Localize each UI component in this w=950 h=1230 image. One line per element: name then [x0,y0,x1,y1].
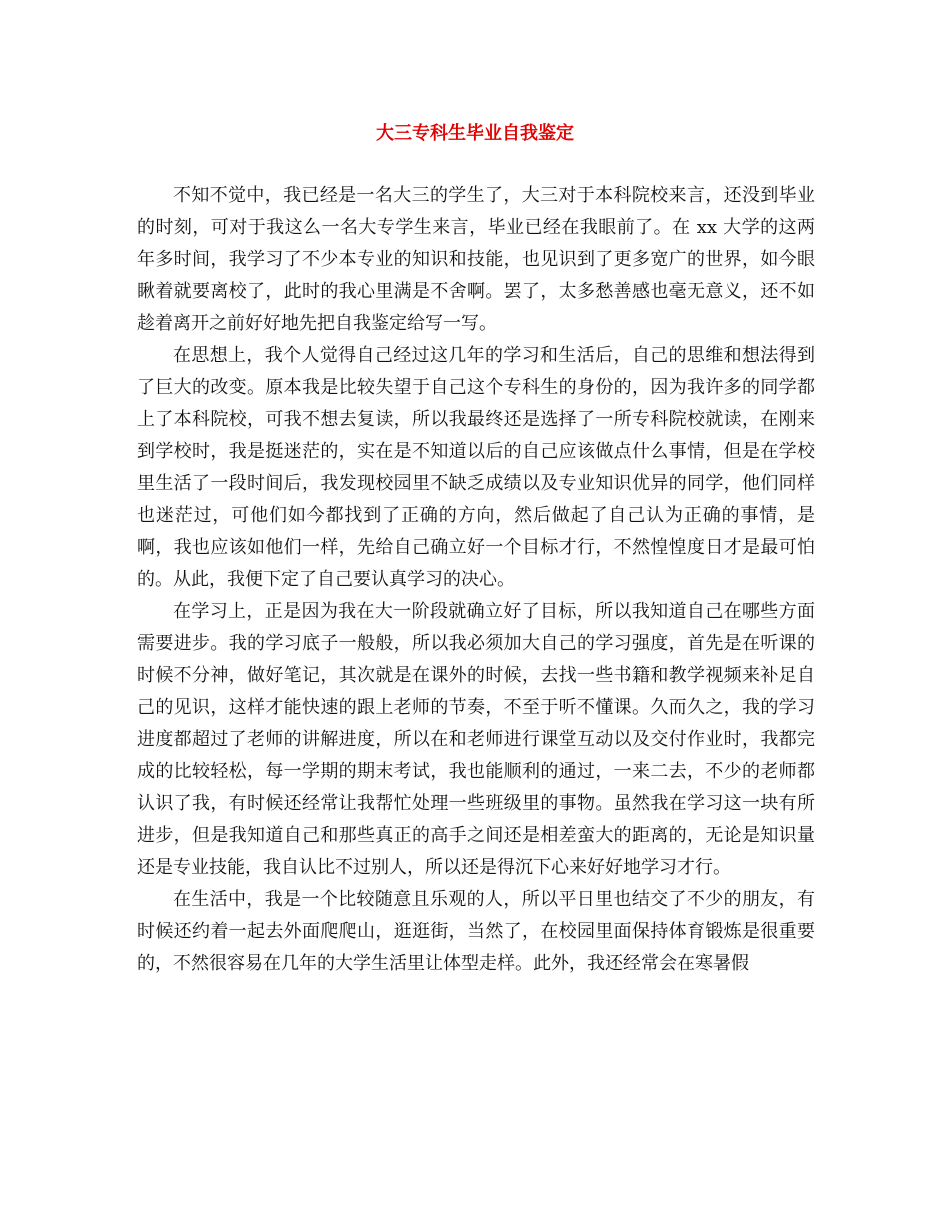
paragraph-thought: 在思想上，我个人觉得自己经过这几年的学习和生活后，自己的思维和想法得到了巨大的改变。原本我是比较失望于自己这个专科生的身份的，因为我许多的同学都上了本科院校，可我不想去复读，所以我最终还是选择了一所专科院校就读，在刚来到学校时，我是挺迷茫的，实在是不知道以后的自己应该做点什么事情，但是在学校里生活了一段时间后，我发现校园里不缺乏成绩以及专业知识优异的同学，他们同样也迷茫过，可他们如今都找到了正确的方向，然后做起了自己认为正确的事情，是啊，我也应该如他们一样，先给自己确立好一个目标才行，不然惶惶度日才是最可怕的。从此，我便下定了自己要认真学习的决心。 [137,345,815,590]
paragraph-study: 在学习上，正是因为我在大一阶段就确立好了目标，所以我知道自己在哪些方面需要进步。我的学习底子一般般，所以我必须加大自己的学习强度，首先是在听课的时候不分神，做好笔记，其次就是在课外的时候，去找一些书籍和教学视频来补足自己的见识，这样才能快速的跟上老师的节奏，不至于听不懂课。久而久之，我的学习进度都超过了老师的讲解进度，所以在和老师进行课堂互动以及交付作业时，我都完成的比较轻松，每一学期的期末考试，我也能顺利的通过，一来二去，不少的老师都认识了我，有时候还经常让我帮忙处理一些班级里的事物。虽然我在学习这一块有所进步，但是我知道自己和那些真正的高手之间还是相差蛮大的距离的，无论是知识量还是专业技能，我自认比不过别人，所以还是得沉下心来好好地学习才行。 [137,601,815,878]
paragraph-life: 在生活中，我是一个比较随意且乐观的人，所以平日里也结交了不少的朋友，有时候还约着一起去外面爬爬山，逛逛街，当然了，在校园里面保持体育锻炼是很重要的，不然很容易在几年的大学生活里让体型走样。此外，我还经常会在寒暑假 [137,889,815,974]
document-body [137,180,815,980]
document-title: 大三专科生毕业自我鉴定 [376,123,574,144]
paragraph-intro: 不知不觉中，我已经是一名大三的学生了，大三对于本科院校来言，还没到毕业的时刻，可对于我这么一名大专学生来言，毕业已经在我眼前了。在 xx 大学的这两年多时间，我学习了不少本专业的知识和技能，也见识到了更多宽广的世界，如今眼瞅着就要离校了，此时的我心里满是不舍啊。罢了，太多愁善感也毫无意义，还不如趁着离开之前好好地先把自我鉴定给写一写。 [137,185,815,334]
